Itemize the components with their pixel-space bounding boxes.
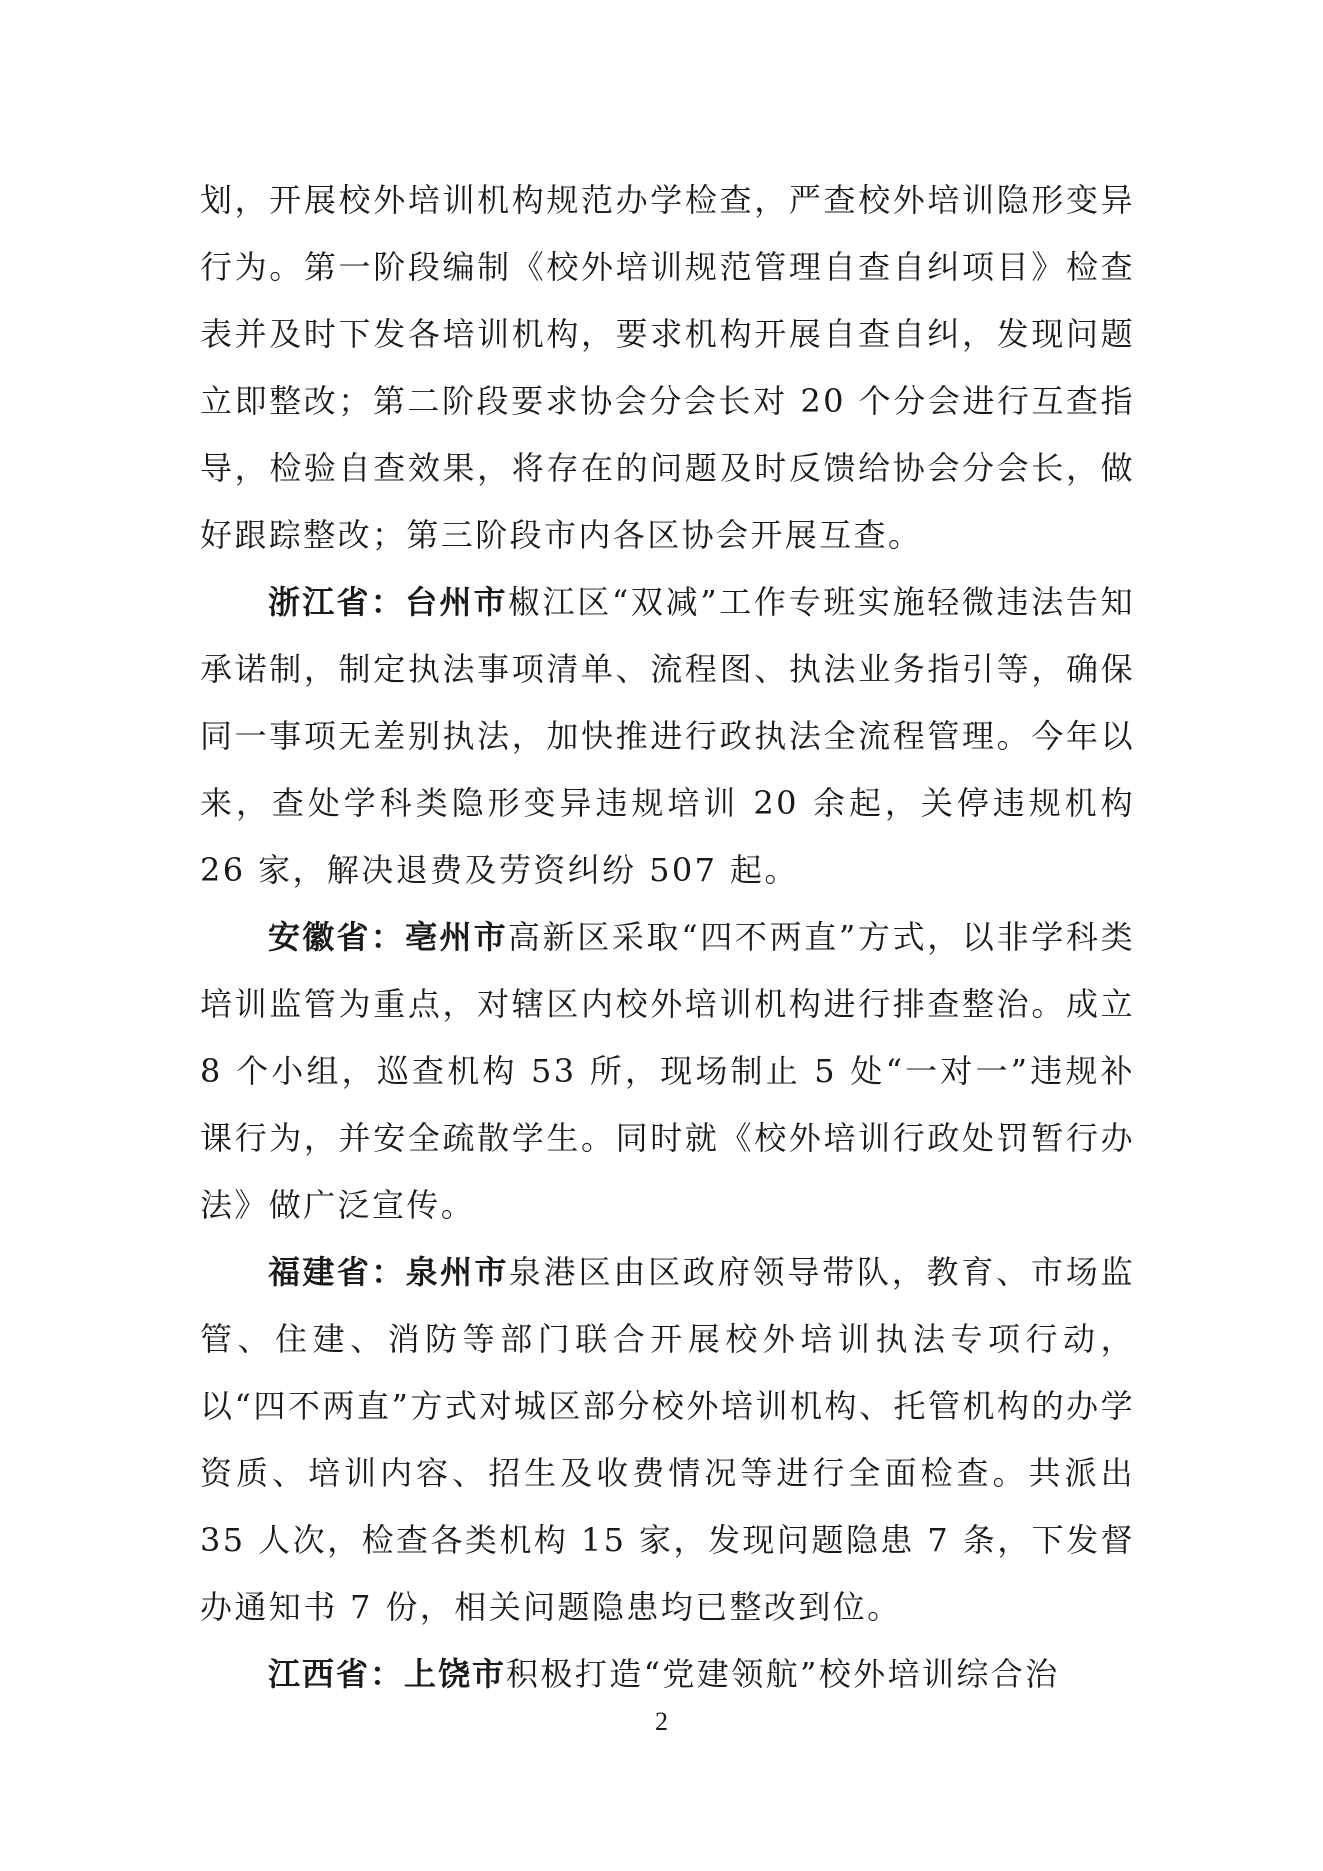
city-label: 泉州市	[405, 1253, 509, 1291]
paragraph-text: 椒江区“双减”工作专班实施轻微违法告知承诺制，制定执法事项清单、流程图、执法业务指引等，确保同一事项无差别执法，加快推进行政执法全流程管理。今年以来，查处学科类隐形变异违规培训 20 余起，关停违规机构 26 家，解决退费及劳资纠纷 507 起。	[200, 583, 1135, 889]
paragraph-text: 泉港区由区政府领导带队，教育、市场监管、住建、消防等部门联合开展校外培训执法专项行动，以“四不两直”方式对城区部分校外培训机构、托管机构的办学资质、培训内容、招生及收费情况等进行全面检查。共派出 35 人次，检查各类机构 15 家，发现问题隐患 7 条，下发督办通知书 7 份，相关问题隐患均已整改到位。	[200, 1253, 1135, 1626]
province-label: 安徽省：	[268, 918, 406, 956]
paragraph-text: 高新区采取“四不两直”方式，以非学科类培训监管为重点，对辖区内校外培训机构进行排查整治。成立 8 个小组，巡查机构 53 所，现场制止 5 处“一对一”违规补课行为，并安全疏散学生。同时就《校外培训行政处罚暂行办法》做广泛宣传。	[200, 918, 1135, 1224]
paragraph-zhejiang	[200, 569, 1135, 904]
paragraph-jiangxi	[200, 1641, 1135, 1708]
city-label: 亳州市	[405, 918, 508, 956]
paragraph-text: 积极打造“党建领航”校外培训综合治	[506, 1655, 1060, 1693]
document-body	[200, 167, 1135, 1708]
province-label: 福建省：	[268, 1253, 406, 1291]
province-label: 江西省：	[268, 1655, 405, 1693]
page-number: 2	[655, 1707, 668, 1736]
city-label: 台州市	[405, 583, 508, 621]
paragraph-anhui	[200, 904, 1135, 1239]
paragraph-fujian	[200, 1239, 1135, 1641]
paragraph-continuation	[200, 167, 1135, 569]
province-label: 浙江省：	[268, 583, 406, 621]
paragraph-text: 划，开展校外培训机构规范办学检查，严查校外培训隐形变异行为。第一阶段编制《校外培训规范管理自查自纠项目》检查表并及时下发各培训机构，要求机构开展自查自纠，发现问题立即整改；第二阶段要求协会分会长对 20 个分会进行互查指导，检验自查效果，将存在的问题及时反馈给协会分会长，做好跟踪整改；第三阶段市内各区协会开展互查。	[200, 181, 1135, 554]
city-label: 上饶市	[404, 1655, 507, 1693]
